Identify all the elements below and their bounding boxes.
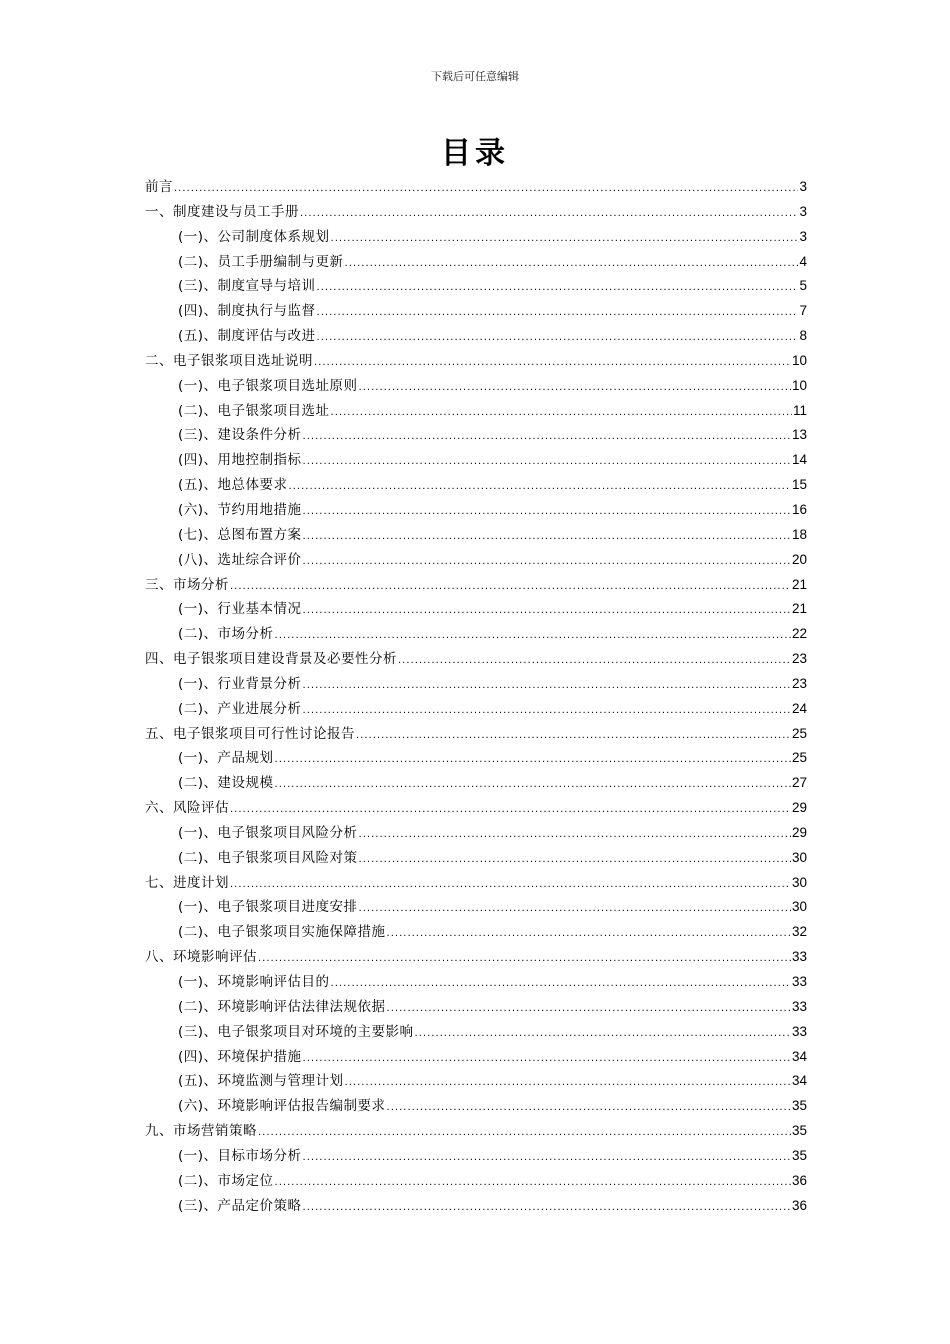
- toc-entry-title: (四)、制度执行与监督: [178, 303, 316, 320]
- toc-page-number: 11: [792, 402, 807, 418]
- toc-entry[interactable]: [145, 597, 807, 622]
- toc-page-number: 33: [791, 949, 807, 965]
- toc-entry[interactable]: [145, 523, 807, 548]
- toc-dot-leader: [289, 475, 791, 500]
- toc-page-number: 34: [791, 1048, 807, 1064]
- toc-page-number: 36: [791, 1197, 807, 1213]
- toc-page-number: 30: [791, 899, 807, 915]
- toc-dot-leader: [300, 202, 798, 227]
- toc-dot-leader: [317, 276, 799, 301]
- toc-entry[interactable]: [145, 498, 807, 523]
- toc-entry-title: 八、环境影响评估: [145, 949, 257, 966]
- toc-entry-title: (一)、电子银浆项目选址原则: [178, 377, 358, 394]
- toc-entry[interactable]: [145, 473, 807, 498]
- table-of-contents: [145, 175, 807, 1218]
- toc-dot-leader: [359, 897, 791, 922]
- toc-dot-leader: [398, 649, 791, 674]
- toc-entry[interactable]: [145, 895, 807, 920]
- toc-entry[interactable]: [145, 1045, 807, 1070]
- toc-entry-title: (二)、员工手册编制与更新: [178, 253, 344, 270]
- toc-page-number: 30: [791, 874, 807, 890]
- toc-dot-leader: [303, 525, 791, 550]
- toc-dot-leader: [303, 425, 791, 450]
- toc-entry[interactable]: [145, 796, 807, 821]
- toc-entry-title: 一、制度建设与员工手册: [145, 203, 299, 220]
- toc-entry[interactable]: [145, 771, 807, 796]
- toc-entry-title: (二)、产业进展分析: [178, 700, 302, 717]
- toc-entry-title: (二)、市场分析: [178, 626, 274, 643]
- toc-dot-leader: [275, 748, 791, 773]
- toc-page-number: 13: [791, 427, 807, 443]
- toc-page-number: 36: [791, 1172, 807, 1188]
- toc-page-number: 14: [791, 452, 807, 468]
- toc-page-number: 8: [799, 328, 807, 344]
- toc-entry-title: (一)、电子银浆项目风险分析: [178, 824, 358, 841]
- toc-dot-leader: [387, 922, 791, 947]
- toc-entry[interactable]: [145, 1069, 807, 1094]
- toc-entry[interactable]: [145, 647, 807, 672]
- toc-dot-leader: [303, 699, 791, 724]
- toc-entry[interactable]: [145, 324, 807, 349]
- toc-page-number: 20: [791, 551, 807, 567]
- toc-page-number: 25: [791, 750, 807, 766]
- toc-entry[interactable]: [145, 970, 807, 995]
- toc-page-number: 21: [791, 601, 807, 617]
- toc-entry[interactable]: [145, 622, 807, 647]
- toc-entry-title: (八)、选址综合评价: [178, 551, 302, 568]
- toc-dot-leader: [359, 848, 791, 873]
- toc-dot-leader: [345, 1071, 791, 1096]
- toc-entry[interactable]: [145, 175, 807, 200]
- toc-entry[interactable]: [145, 672, 807, 697]
- toc-entry-title: 四、电子银浆项目建设背景及必要性分析: [145, 651, 397, 668]
- toc-entry-title: (二)、市场定位: [178, 1172, 274, 1189]
- toc-entry[interactable]: [145, 1020, 807, 1045]
- toc-page-number: 35: [791, 1123, 807, 1139]
- toc-entry-title: (一)、行业背景分析: [178, 675, 302, 692]
- toc-page-number: 23: [791, 651, 807, 667]
- toc-dot-leader: [303, 550, 791, 575]
- toc-dot-leader: [230, 798, 791, 823]
- toc-page-number: 21: [791, 576, 807, 592]
- toc-dot-leader: [331, 972, 791, 997]
- toc-page-number: 3: [799, 203, 807, 219]
- page-title: 目录: [441, 136, 509, 171]
- toc-dot-leader: [303, 1196, 791, 1221]
- toc-entry[interactable]: [145, 920, 807, 945]
- toc-entry-title: (一)、目标市场分析: [178, 1147, 302, 1164]
- toc-page-number: 23: [791, 675, 807, 691]
- toc-entry-title: 三、市场分析: [145, 576, 229, 593]
- toc-page-number: 33: [791, 974, 807, 989]
- toc-entry-title: (四)、环境保护措施: [178, 1048, 302, 1065]
- toc-entry-title: (三)、产品定价策略: [178, 1197, 302, 1214]
- toc-entry[interactable]: [145, 225, 807, 250]
- toc-entry-title: 九、市场营销策略: [145, 1123, 257, 1140]
- toc-entry-title: (一)、环境影响评估目的: [178, 974, 330, 990]
- toc-entry[interactable]: [145, 399, 807, 424]
- toc-entry[interactable]: [145, 995, 807, 1020]
- toc-entry[interactable]: [145, 697, 807, 722]
- toc-page-number: 29: [791, 800, 807, 816]
- toc-entry-title: (一)、行业基本情况: [178, 601, 302, 618]
- toc-page-number: 30: [791, 849, 807, 865]
- toc-dot-leader: [303, 500, 791, 525]
- toc-page-number: 3: [799, 228, 807, 244]
- toc-entry[interactable]: [145, 548, 807, 573]
- toc-entry[interactable]: [145, 274, 807, 299]
- toc-dot-leader: [345, 252, 799, 277]
- toc-entry[interactable]: [145, 1094, 807, 1119]
- toc-dot-leader: [331, 401, 792, 426]
- toc-page-number: 33: [791, 998, 807, 1014]
- toc-entry-title: (一)、电子银浆项目进度安排: [178, 899, 358, 916]
- toc-dot-leader: [317, 326, 799, 351]
- toc-page-number: 33: [791, 1023, 807, 1039]
- toc-entry-title: (二)、电子银浆项目选址: [178, 402, 330, 419]
- toc-entry[interactable]: [145, 821, 807, 846]
- toc-entry[interactable]: [145, 746, 807, 771]
- toc-entry[interactable]: [145, 1144, 807, 1169]
- toc-entry-title: 五、电子银浆项目可行性讨论报告: [145, 725, 355, 742]
- toc-entry-title: (一)、公司制度体系规划: [178, 228, 330, 245]
- toc-entry-title: (五)、环境监测与管理计划: [178, 1073, 344, 1090]
- toc-entry[interactable]: [145, 250, 807, 275]
- toc-dot-leader: [317, 301, 799, 326]
- toc-dot-leader: [415, 1022, 791, 1047]
- toc-dot-leader: [275, 1171, 791, 1196]
- toc-entry[interactable]: [145, 200, 807, 225]
- toc-page-number: 7: [799, 303, 807, 319]
- toc-entry[interactable]: [145, 871, 807, 896]
- toc-dot-leader: [387, 1096, 791, 1121]
- toc-page-number: 27: [791, 775, 807, 791]
- toc-entry[interactable]: [145, 374, 807, 399]
- toc-entry[interactable]: [145, 1119, 807, 1144]
- header-note: 下载后可任意编辑: [431, 70, 519, 83]
- toc-entry-title: (二)、建设规模: [178, 775, 274, 792]
- toc-dot-leader: [303, 450, 791, 475]
- toc-entry[interactable]: [145, 423, 807, 448]
- toc-page-number: 22: [791, 626, 807, 642]
- toc-entry[interactable]: [145, 349, 807, 374]
- toc-page-number: 32: [791, 924, 807, 940]
- toc-entry-title: 二、电子银浆项目选址说明: [145, 352, 313, 369]
- toc-entry[interactable]: [145, 448, 807, 473]
- toc-dot-leader: [387, 997, 791, 1022]
- toc-entry-title: (一)、产品规划: [178, 750, 274, 767]
- toc-entry[interactable]: [145, 299, 807, 324]
- toc-page-number: 10: [791, 377, 807, 393]
- toc-dot-leader: [303, 1146, 791, 1171]
- toc-entry-title: (三)、建设条件分析: [178, 427, 302, 444]
- toc-page-number: 35: [791, 1098, 807, 1114]
- toc-entry-title: (五)、地总体要求: [178, 477, 288, 494]
- toc-dot-leader: [258, 947, 791, 972]
- toc-page-number: 35: [791, 1147, 807, 1163]
- toc-dot-leader: [174, 177, 798, 202]
- toc-page-number: 29: [791, 824, 807, 840]
- toc-dot-leader: [230, 873, 791, 898]
- toc-page-number: 24: [791, 700, 807, 716]
- toc-dot-leader: [303, 599, 791, 624]
- toc-entry-title: (五)、制度评估与改进: [178, 328, 316, 345]
- toc-entry-title: 前言: [145, 179, 173, 195]
- toc-entry[interactable]: [145, 1194, 807, 1219]
- toc-page-number: 25: [791, 725, 807, 741]
- toc-entry[interactable]: [145, 1169, 807, 1194]
- toc-page-number: 5: [799, 278, 807, 294]
- toc-dot-leader: [314, 351, 791, 376]
- toc-entry[interactable]: [145, 945, 807, 970]
- toc-page-number: 10: [791, 352, 807, 368]
- toc-entry[interactable]: [145, 573, 807, 598]
- toc-dot-leader: [359, 376, 791, 401]
- toc-entry-title: (二)、环境影响评估法律法规依据: [178, 998, 386, 1015]
- toc-dot-leader: [303, 674, 791, 699]
- toc-entry-title: 七、进度计划: [145, 874, 229, 891]
- toc-entry-title: 六、风险评估: [145, 800, 229, 817]
- toc-page-number: 4: [799, 253, 807, 269]
- toc-dot-leader: [359, 823, 791, 848]
- toc-entry[interactable]: [145, 722, 807, 747]
- toc-entry-title: (二)、电子银浆项目风险对策: [178, 849, 358, 866]
- toc-page-number: 34: [791, 1073, 807, 1089]
- toc-dot-leader: [303, 1047, 791, 1072]
- toc-page-number: 18: [791, 526, 807, 542]
- toc-entry-title: (七)、总图布置方案: [178, 526, 302, 543]
- toc-dot-leader: [331, 227, 799, 252]
- toc-dot-leader: [356, 724, 791, 749]
- toc-dot-leader: [275, 624, 791, 649]
- toc-dot-leader: [275, 773, 791, 798]
- toc-page-number: 16: [791, 501, 807, 517]
- toc-dot-leader: [258, 1121, 791, 1146]
- toc-entry-title: (六)、节约用地措施: [178, 501, 302, 518]
- toc-dot-leader: [230, 575, 791, 600]
- toc-entry[interactable]: [145, 846, 807, 871]
- toc-page-number: 3: [799, 179, 807, 194]
- toc-entry-title: (三)、电子银浆项目对环境的主要影响: [178, 1023, 414, 1040]
- toc-entry-title: (六)、环境影响评估报告编制要求: [178, 1098, 386, 1115]
- toc-entry-title: (二)、电子银浆项目实施保障措施: [178, 924, 386, 941]
- toc-entry-title: (四)、用地控制指标: [178, 452, 302, 469]
- toc-page-number: 15: [791, 477, 807, 493]
- toc-entry-title: (三)、制度宣导与培训: [178, 278, 316, 295]
